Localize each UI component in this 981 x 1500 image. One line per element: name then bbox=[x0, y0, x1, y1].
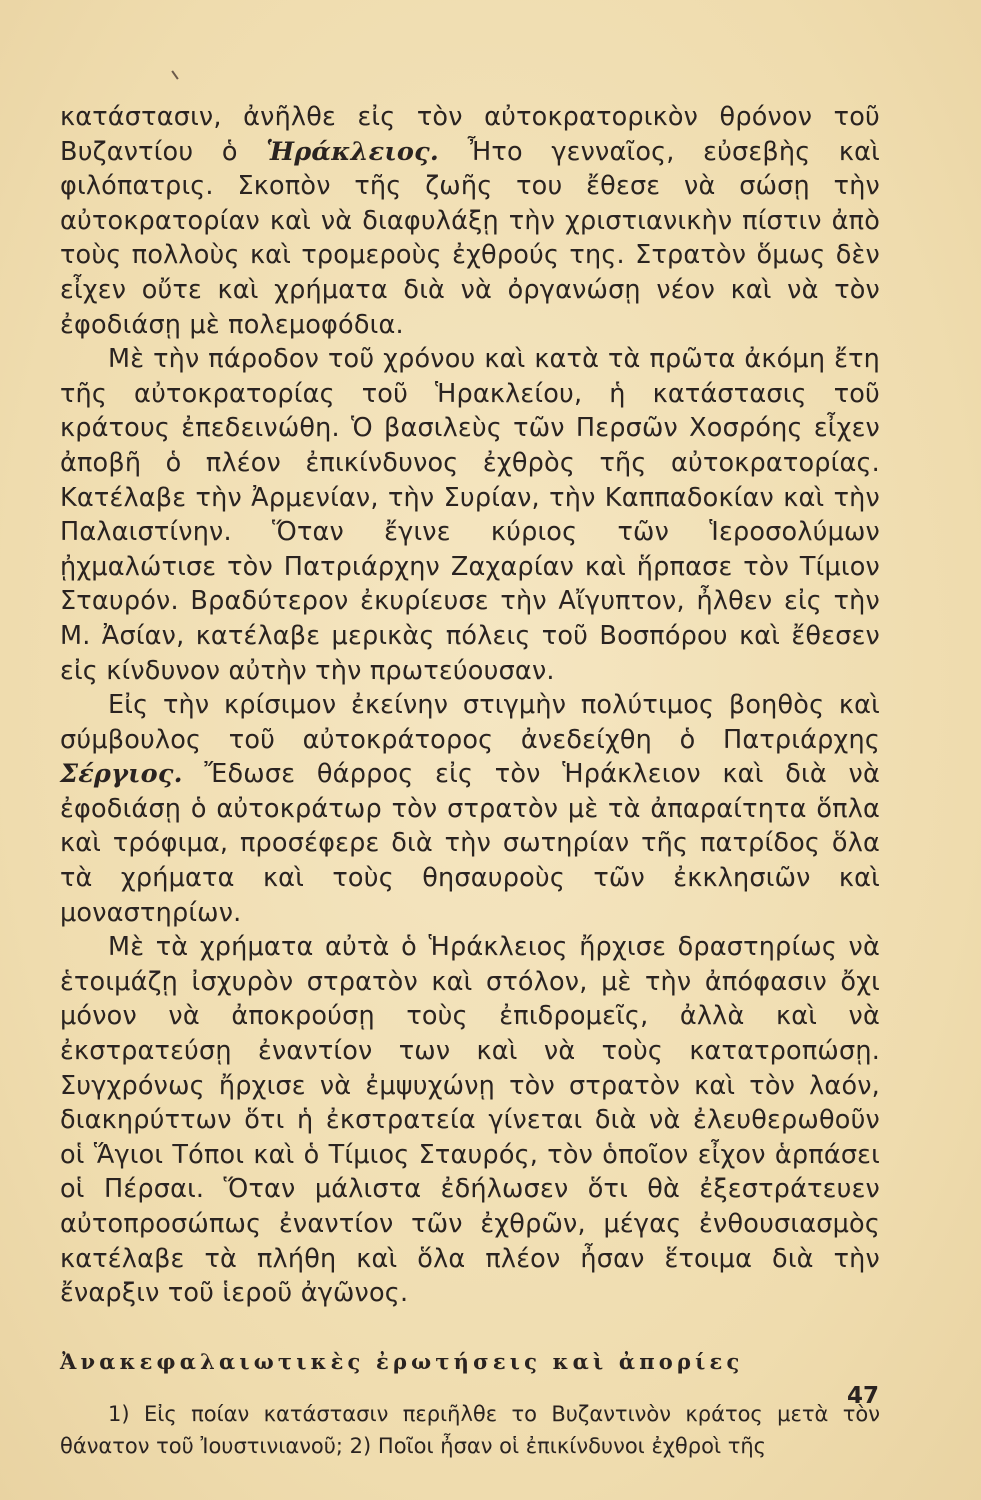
paragraph-1 bbox=[60, 100, 880, 342]
paragraph-4 bbox=[60, 930, 880, 1311]
page-edge-mark bbox=[171, 70, 178, 79]
book-page bbox=[60, 100, 880, 1462]
paragraph-2 bbox=[60, 342, 880, 688]
paragraph-3 bbox=[60, 688, 880, 930]
paragraph-3-text-b: Ἔδωσε θάρρος εἰς τὸν Ἡράκλειον καὶ διὰ νὰ ἐφοδιάσῃ ὁ αὐτοκράτωρ τὸν στρατὸν μὲ τὰ ἀπαραίτητα ὅπλα καὶ τρόφιμα, προσέφερε διὰ τὴν σωτηρίαν τῆς πατρίδος ὅλα τὰ χρήματα καὶ τοὺς θησαυροὺς τῶν ἐκκλησιῶν καὶ μοναστηρίων. bbox=[60, 759, 880, 928]
page-number: 47 bbox=[846, 1383, 879, 1409]
patriarch-name: Σέργιος. bbox=[60, 759, 183, 790]
paragraph-1-text-b: Ἦτο γενναῖος, εὐσεβὴς καὶ φιλόπατρις. Σκοπὸν τῆς ζωῆς του ἔθεσε νὰ σώσῃ τὴν αὐτοκρατορίαν καὶ νὰ διαφυλάξῃ τὴν χριστιανικὴν πίστιν ἀπὸ τοὺς πολλοὺς καὶ τρομεροὺς ἐχθρούς της. Στρατὸν ὅμως δὲν εἶχεν οὔτε καὶ χρήματα διὰ νὰ ὀργανώσῃ νέον καὶ νὰ τὸν ἐφοδιάσῃ μὲ πολεμοφόδια. bbox=[60, 136, 880, 340]
review-questions-heading: Ἀνακεφαλαιωτικὲς ἐρωτήσεις καὶ ἀπορίες bbox=[60, 1348, 744, 1374]
paragraph-2-text: Μὲ τὴν πάροδον τοῦ χρόνου καὶ κατὰ τὰ πρῶτα ἀκόμη ἔτη τῆς αὐτοκρατορίας τοῦ Ἡρακλείου, ἡ κατάστασις τοῦ κράτους ἐπεδεινώθη. Ὁ βασιλεὺς τῶν Περσῶν Χοσρόης εἶχεν ἀποβῆ ὁ πλέον ἐπικίνδυνος ἐχθρὸς τῆς αὐτοκρατορίας. Κατέλαβε τὴν Ἀρμενίαν, τὴν Συρίαν, τὴν Καππαδοκίαν καὶ τὴν Παλαιστίνην. Ὅταν ἔγινε κύριος τῶν Ἱεροσολύμων ᾐχμαλώτισε τὸν Πατριάρχην Ζαχαρίαν καὶ ἥρπασε τὸν Τίμιον Σταυρόν. Βραδύτερον ἐκυρίευσε τὴν Αἴγυπτον, ἦλθεν εἰς τὴν Μ. Ἀσίαν, κατέλαβε μερικὰς πόλεις τοῦ Βοσπόρου καὶ ἔθεσεν εἰς κίνδυνον αὐτὴν τὴν πρωτεύουσαν. bbox=[60, 344, 880, 686]
paragraph-3-text-a: Εἰς τὴν κρίσιμον ἐκείνην στιγμὴν πολύτιμος βοηθὸς καὶ σύμβουλος τοῦ αὐτοκράτορος ἀνεδείχθη ὁ Πατριάρχης bbox=[60, 690, 880, 755]
paragraph-1-text-a: κατάστασιν, ἀνῆλθε εἰς τὸν αὐτοκρατορικὸν θρόνον τοῦ Βυζαντίου ὁ bbox=[60, 102, 880, 167]
review-questions: 1) Εἰς ποίαν κατάστασιν περιῆλθε το Βυζαντινὸν κράτος μετὰ τὸν θάνατον τοῦ Ἰουστινιανοῦ; 2) Ποῖοι ἦσαν οἱ ἐπικίνδυνοι ἐχθροὶ τῆς bbox=[60, 1401, 880, 1458]
body-text bbox=[60, 100, 880, 1311]
emperor-name: Ἡράκλειος. bbox=[266, 136, 439, 167]
paragraph-4-text: Μὲ τὰ χρήματα αὐτὰ ὁ Ἡράκλειος ἤρχισε δραστηρίως νὰ ἑτοιμάζῃ ἰσχυρὸν στρατὸν καὶ στόλον, μὲ τὴν ἀπόφασιν ὄχι μόνον νὰ ἀποκρούσῃ τοὺς ἐπιδρομεῖς, ἀλλὰ καὶ νὰ ἐκστρατεύσῃ ἐναντίον των καὶ νὰ τοὺς κατατροπώσῃ. Συγχρόνως ἤρχισε νὰ ἐμψυχώνῃ τὸν στρατὸν καὶ τὸν λαόν, διακηρύττων ὅτι ἡ ἐκστρατεία γίνεται διὰ νὰ ἐλευθερωθοῦν οἱ Ἅγιοι Τόποι καὶ ὁ Τίμιος Σταυρός, τὸν ὁποῖον εἶχον ἁρπάσει οἱ Πέρσαι. Ὅταν μάλιστα ἐδήλωσεν ὅτι θὰ ἐξεστράτευεν αὐτοπροσώπως ἐναντίον τῶν ἐχθρῶν, μέγας ἐνθουσιασμὸς κατέλαβε τὰ πλήθη καὶ ὅλα πλέον ἦσαν ἕτοιμα διὰ τὴν ἔναρξιν τοῦ ἱεροῦ ἀγῶνος. bbox=[60, 932, 880, 1309]
